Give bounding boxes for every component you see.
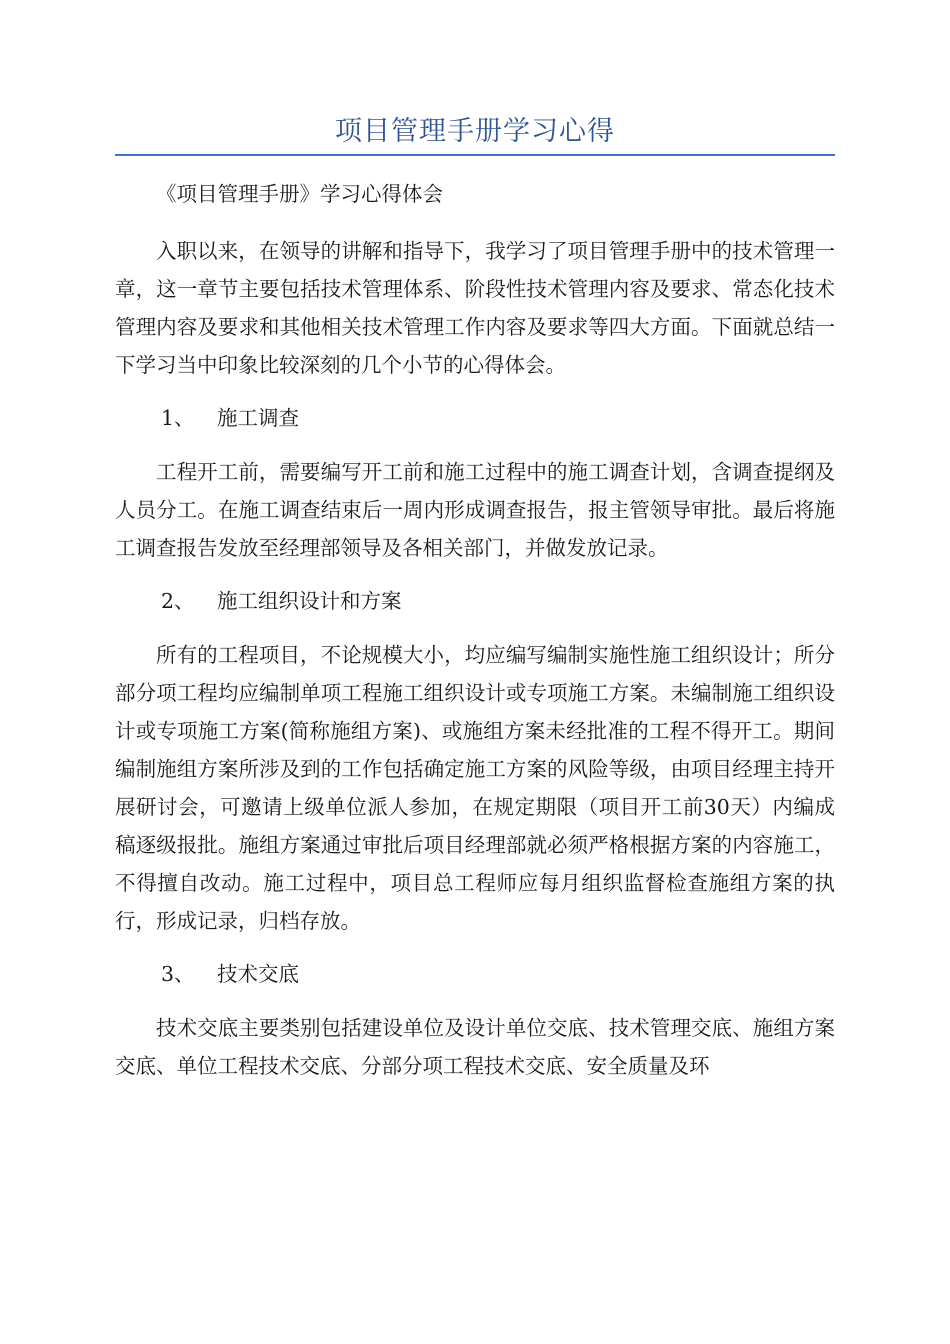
document-title: 项目管理手册学习心得 (335, 116, 615, 147)
section-paragraph-1: 工程开工前，需要编写开工前和施工过程中的施工调查计划，含调查提纲及人员分工。在施工调查结束后一周内形成调查报告，报主管领导审批。最后将施工调查报告发放至经理部领导及各相关部门，并做发放记录。 (115, 460, 835, 560)
document-body (115, 175, 835, 1100)
section-heading-3 (115, 955, 835, 993)
section-heading-text: 技术交底 (217, 962, 299, 986)
section-paragraph-3: 技术交底主要类别包括建设单位及设计单位交底、技术管理交底、施组方案交底、单位工程技术交底、分部分项工程技术交底、安全质量及环 (115, 1016, 835, 1078)
title-underline (115, 154, 835, 156)
section-heading-text: 施工调查 (217, 406, 299, 430)
section-heading-1 (115, 399, 835, 437)
section-heading-2 (115, 582, 835, 620)
section-paragraph-2: 所有的工程项目，不论规模大小，均应编写编制实施性施工组织设计；所分部分项工程均应编制单项工程施工组织设计或专项施工方案。未编制施工组织设计或专项施工方案(简称施组方案)、或施组方案未经批准的工程不得开工。期间编制施组方案所涉及到的工作包括确定施工方案的风险等级，由项目经理主持开展研讨会，可邀请上级单位派人参加，在规定期限（项目开工前30天）内编成稿逐级报批。施组方案通过审批后项目经理部就必须严格根据方案的内容施工，不得擅自改动。施工过程中，项目总工程师应每月组织监督检查施组方案的执行，形成记录，归档存放。 (115, 643, 835, 933)
section-number: 3、 (161, 962, 195, 986)
document-subtitle: 《项目管理手册》学习心得体会 (156, 182, 443, 206)
section-number: 2、 (161, 589, 195, 613)
section-number: 1、 (161, 406, 195, 430)
intro-paragraph: 入职以来，在领导的讲解和指导下，我学习了项目管理手册中的技术管理一章，这一章节主要包括技术管理体系、阶段性技术管理内容及要求、常态化技术管理内容及要求和其他相关技术管理工作内容及要求等四大方面。下面就总结一下学习当中印象比较深刻的几个小节的心得体会。 (115, 239, 835, 377)
section-heading-text: 施工组织设计和方案 (217, 589, 402, 613)
